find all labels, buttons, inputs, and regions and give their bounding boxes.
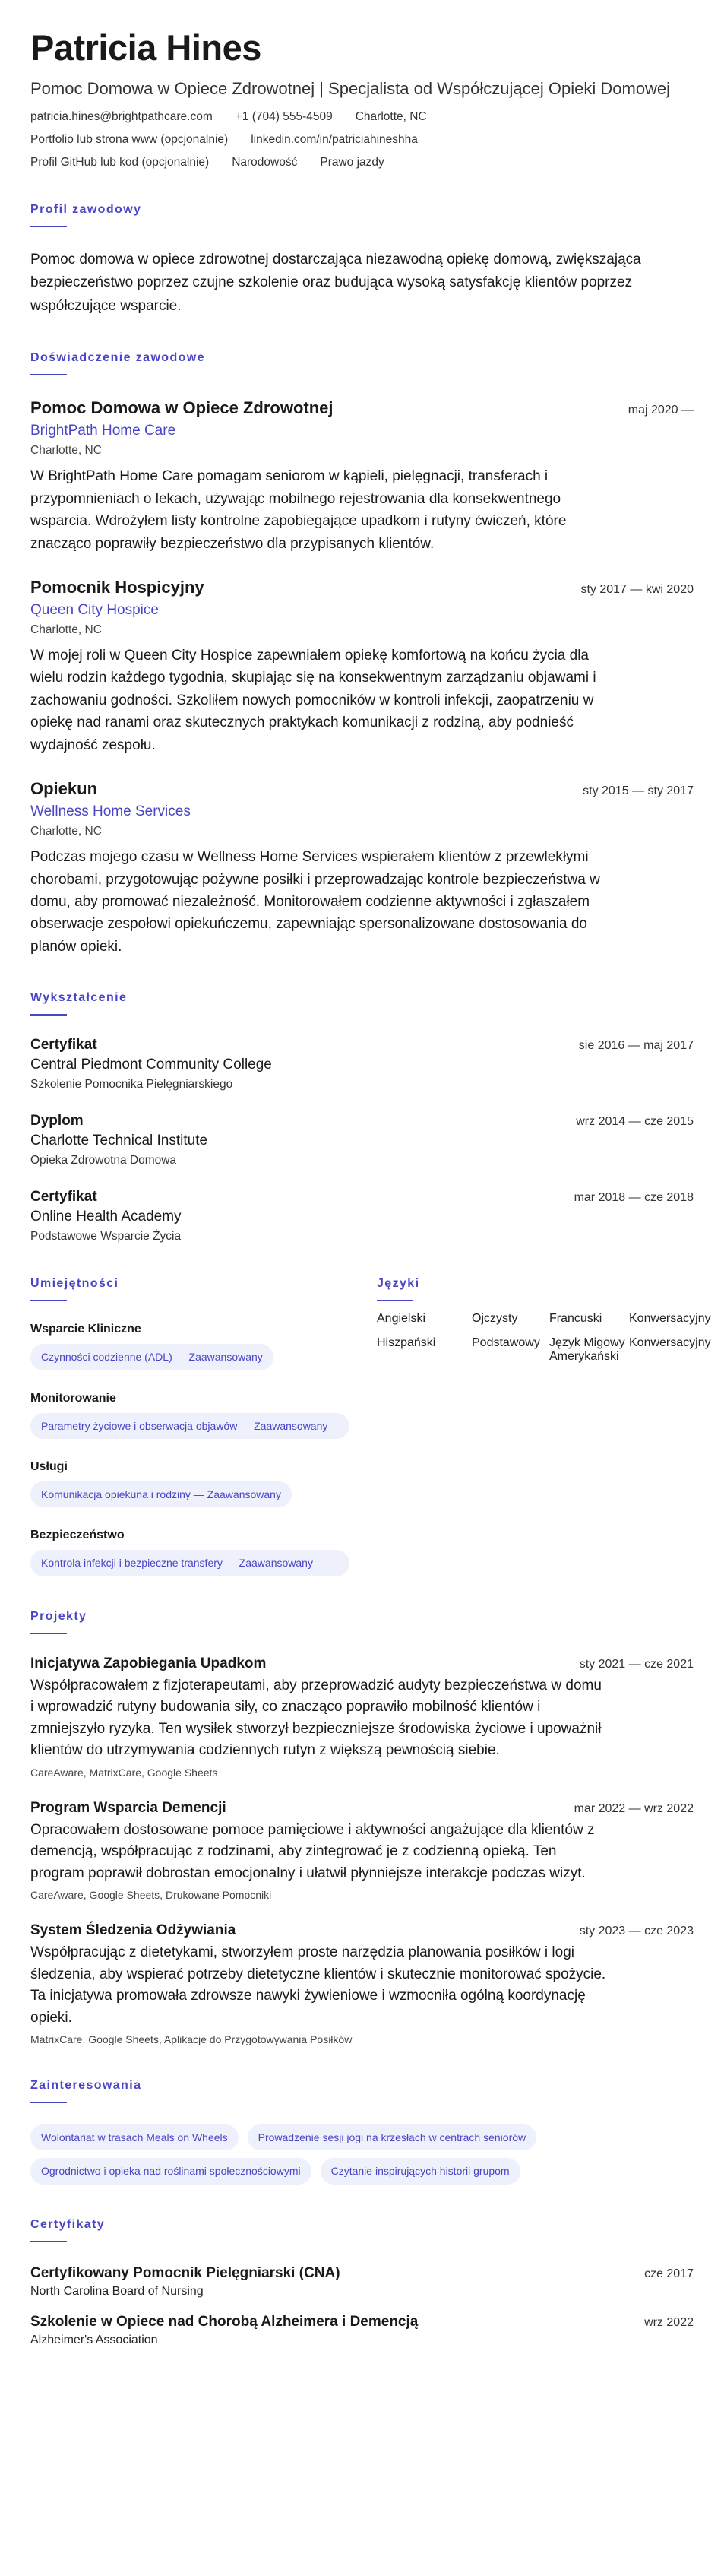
- job-company: BrightPath Home Care: [30, 423, 176, 439]
- job-title: Pomocnik Hospicyjny: [30, 577, 204, 597]
- section-divider: [30, 2102, 67, 2103]
- language-name: Hiszpański: [377, 1336, 436, 1350]
- interest-pill: Prowadzenie sesji jogi na krzesłach w centrach seniorów: [248, 2124, 537, 2150]
- interests-list: [30, 2124, 608, 2185]
- certifications-section: [30, 2218, 694, 2347]
- job-description: Podczas mojego czasu w Wellness Home Services wspierałem klientów z przewlekłymi chorobami, przygotowując pożywne posiłki i przeprowadzając kontrole bezpieczeństwa w domu, aby promować niezależność. Monitorowałem codzienne aktywności i zgłaszałem obserwacje zespołowi opiekuńczemu, zapewniając spersonalizowane dostosowania do planów opieki.: [30, 849, 600, 955]
- education-section: [30, 991, 694, 1244]
- contact-row-3: [30, 156, 694, 170]
- interest-pill: Czytanie inspirujących historii grupom: [321, 2158, 520, 2184]
- interests-section: [30, 2079, 694, 2185]
- language-row: [377, 1312, 711, 1326]
- language-name: Francuski: [549, 1312, 602, 1326]
- job-title: Opiekun: [30, 779, 98, 799]
- project-tools: MatrixCare, Google Sheets, Aplikacje do Przygotowywania Posiłków: [30, 2033, 353, 2046]
- job-description: W mojej roli w Queen City Hospice zapewniałem opiekę komfortową na końcu życia dla wielu rodzin każdego tygodnia, skupiając się na konsekwentnym zarządzaniu objawami i zachowaniu godności. Szkoliłem nowych pomocników w kontroli infekcji, zaopatrzeniu w opiekę nad ranami oraz skutecznych praktykach komunikacji z rodziną, aby podnieść wydajność zespołu.: [30, 647, 596, 753]
- education-school: Central Piedmont Community College: [30, 1057, 272, 1073]
- section-title: Doświadczenie zawodowe: [30, 351, 205, 365]
- skill-category: Monitorowanie: [30, 1391, 116, 1405]
- education-degree: Certyfikat: [30, 1189, 97, 1206]
- language-level: Konwersacyjny: [629, 1336, 711, 1350]
- candidate-name: Patricia Hines: [30, 27, 261, 68]
- job-entry: [30, 398, 694, 555]
- section-divider: [30, 1300, 67, 1301]
- skill-category: Wsparcie Kliniczne: [30, 1323, 141, 1336]
- job-description: W BrightPath Home Care pomagam seniorom w kąpieli, pielęgnacji, transferach i przypomnieniach o lekach, używając mobilnego rejestrowania dla konsekwentnego wsparcia. Wdrożyłem listy kontrolne zapobiegające upadkom i rutyny ćwiczeń, które znacząco poprawiły bezpieczeństwo dla przypisanych klientów.: [30, 468, 567, 552]
- education-field: Szkolenie Pomocnika Pielęgniarskiego: [30, 1078, 233, 1092]
- project-title: System Śledzenia Odżywiania: [30, 1922, 236, 1939]
- job-location: Charlotte, NC: [30, 623, 102, 636]
- certification-issuer: North Carolina Board of Nursing: [30, 2284, 204, 2298]
- project-description: Współpracując z dietetykami, stworzyłem proste narzędzia planowania posiłków i logi śledzenia, aby wspierać potrzeby dietetyczne klientów i skutecznie monitorować spożycie. Ta inicjatywa promowała zdrowsze nawyki żywieniowe i wzmocniła ogólną koordynację opieki.: [30, 1944, 606, 2026]
- section-title: Certyfikaty: [30, 2217, 106, 2231]
- section-title: Wykształcenie: [30, 991, 128, 1005]
- email-link[interactable]: patricia.hines@brightpathcare.com: [30, 110, 213, 124]
- skill-category: Usługi: [30, 1459, 68, 1473]
- certification-entry: [30, 2265, 694, 2299]
- project-tools: CareAware, MatrixCare, Google Sheets: [30, 1766, 218, 1779]
- section-title: Profil zawodowy: [30, 203, 142, 217]
- education-date: mar 2018 — cze 2018: [574, 1191, 694, 1205]
- education-field: Podstawowe Wsparcie Życia: [30, 1230, 182, 1244]
- github-link[interactable]: Profil GitHub lub kod (opcjonalnie): [30, 156, 210, 170]
- section-divider: [30, 1633, 67, 1634]
- certification-name: Szkolenie w Opiece nad Chorobą Alzheimera i Demencją: [30, 2313, 419, 2330]
- certification-name: Certyfikowany Pomocnik Pielęgniarski (CNA): [30, 2264, 340, 2281]
- education-school: Online Health Academy: [30, 1209, 182, 1225]
- certification-issuer: Alzheimer's Association: [30, 2333, 158, 2346]
- portfolio-link[interactable]: Portfolio lub strona www (opcjonalnie): [30, 133, 229, 147]
- project-title: Program Wsparcia Demencji: [30, 1799, 226, 1816]
- job-date: sty 2017 — kwi 2020: [580, 582, 694, 596]
- section-title: Umiejętności: [30, 1277, 119, 1291]
- section-divider: [30, 374, 67, 375]
- language-name: Język Migowy Amerykański: [549, 1336, 625, 1364]
- project-entry: [30, 1656, 694, 1779]
- contact-row-2: [30, 133, 694, 147]
- project-date: sty 2023 — cze 2023: [579, 1925, 694, 1938]
- interest-pill: Wolontariat w trasach Meals on Wheels: [30, 2124, 239, 2150]
- education-school: Charlotte Technical Institute: [30, 1133, 208, 1149]
- education-degree: Dyplom: [30, 1113, 84, 1130]
- job-date: sty 2015 — sty 2017: [583, 784, 694, 798]
- project-description: Współpracowałem z fizjoterapeutami, aby przeprowadzić audyty bezpieczeństwa w domu i wprowadzić rutyny budowania siły, co znacząco poprawiło mobilność klientów i zmniejszyło ryzyka. Ten wysiłek stworzył bezpieczniejsze środowiska życiowe i upoważnił klientów do utrzymywania codziennych rutyn z większą pewnością siebie.: [30, 1677, 602, 1759]
- interest-pill: Ogrodnictwo i opieka nad roślinami społecznościowymi: [30, 2158, 311, 2184]
- job-date: maj 2020 —: [628, 404, 694, 417]
- education-degree: Certyfikat: [30, 1037, 97, 1054]
- education-entry: [30, 1113, 694, 1168]
- section-divider: [30, 226, 67, 227]
- project-description: Opracowałem dostosowane pomoce pamięciowe i aktywności angażujące dla klientów z demencją, współpracując z rodzinami, aby zintegrować je z codzienną opieką. Ten program poprawił dobrostan emocjonalny i ułatwił płynniejsze interakcje podczas wizyt.: [30, 1821, 595, 1881]
- job-location: Charlotte, NC: [30, 825, 102, 838]
- section-title: Projekty: [30, 1609, 87, 1623]
- project-date: mar 2022 — wrz 2022: [574, 1801, 694, 1815]
- project-title: Inicjatywa Zapobiegania Upadkom: [30, 1655, 267, 1671]
- phone-text: +1 (704) 555-4509: [235, 110, 333, 124]
- job-title: Pomoc Domowa w Opiece Zdrowotnej: [30, 398, 334, 418]
- projects-section: [30, 1610, 694, 2046]
- certification-date: wrz 2022: [644, 2315, 694, 2329]
- languages-section: [377, 1277, 711, 1576]
- job-location: Charlotte, NC: [30, 444, 102, 458]
- certification-date: cze 2017: [644, 2267, 694, 2280]
- education-entry: [30, 1189, 694, 1244]
- license-text: Prawo jazdy: [320, 156, 384, 170]
- linkedin-link[interactable]: linkedin.com/in/patriciahineshha: [251, 133, 418, 147]
- project-tools: CareAware, Google Sheets, Drukowane Pomocniki: [30, 1889, 272, 1902]
- contact-row-1: [30, 110, 694, 124]
- project-entry: [30, 1922, 694, 2045]
- job-entry: [30, 779, 694, 958]
- job-company: Wellness Home Services: [30, 803, 191, 820]
- skill-category: Bezpieczeństwo: [30, 1529, 125, 1542]
- job-entry: [30, 578, 694, 756]
- section-title: Zainteresowania: [30, 2079, 142, 2093]
- skill-pill: Komunikacja opiekuna i rodziny — Zaawansowany: [30, 1481, 292, 1507]
- summary-text: Pomoc domowa w opiece zdrowotnej dostarczająca niezawodną opiekę domową, zwiększająca bezpieczeństwo poprzez czujne szkolenie oraz budująca wysoką satysfakcję klientów poprzez współczujące wsparcie.: [30, 252, 641, 314]
- language-level: Podstawowy: [472, 1336, 540, 1350]
- summary-section: [30, 203, 694, 318]
- language-row: [377, 1336, 711, 1364]
- candidate-headline: Pomoc Domowa w Opiece Zdrowotnej | Specjalista od Współczującej Opieki Domowej: [30, 79, 671, 99]
- project-entry: [30, 1800, 694, 1902]
- skill-pill: Parametry życiowe i obserwacja objawów — Zaawansowany: [30, 1413, 349, 1439]
- experience-section: [30, 351, 694, 958]
- section-divider: [377, 1300, 413, 1301]
- education-date: wrz 2014 — cze 2015: [576, 1115, 694, 1129]
- language-level: Ojczysty: [472, 1312, 518, 1326]
- certification-entry: [30, 2314, 694, 2347]
- resume-header: [30, 27, 694, 170]
- education-date: sie 2016 — maj 2017: [578, 1039, 694, 1053]
- language-name: Angielski: [377, 1312, 426, 1326]
- education-field: Opieka Zdrowotna Domowa: [30, 1154, 177, 1168]
- education-entry: [30, 1037, 694, 1092]
- section-divider: [30, 1014, 67, 1016]
- language-level: Konwersacyjny: [629, 1312, 711, 1326]
- location-text: Charlotte, NC: [355, 110, 427, 124]
- skills-section: [30, 1277, 349, 1576]
- nationality-text: Narodowość: [232, 156, 298, 170]
- section-title: Języki: [377, 1277, 420, 1291]
- skills-languages-row: [30, 1277, 711, 1576]
- section-divider: [30, 2241, 67, 2242]
- project-date: sty 2021 — cze 2021: [579, 1657, 694, 1671]
- skill-pill: Czynności codzienne (ADL) — Zaawansowany: [30, 1344, 273, 1370]
- skill-pill: Kontrola infekcji i bezpieczne transfery — Zaawansowany: [30, 1550, 349, 1576]
- job-company: Queen City Hospice: [30, 601, 159, 618]
